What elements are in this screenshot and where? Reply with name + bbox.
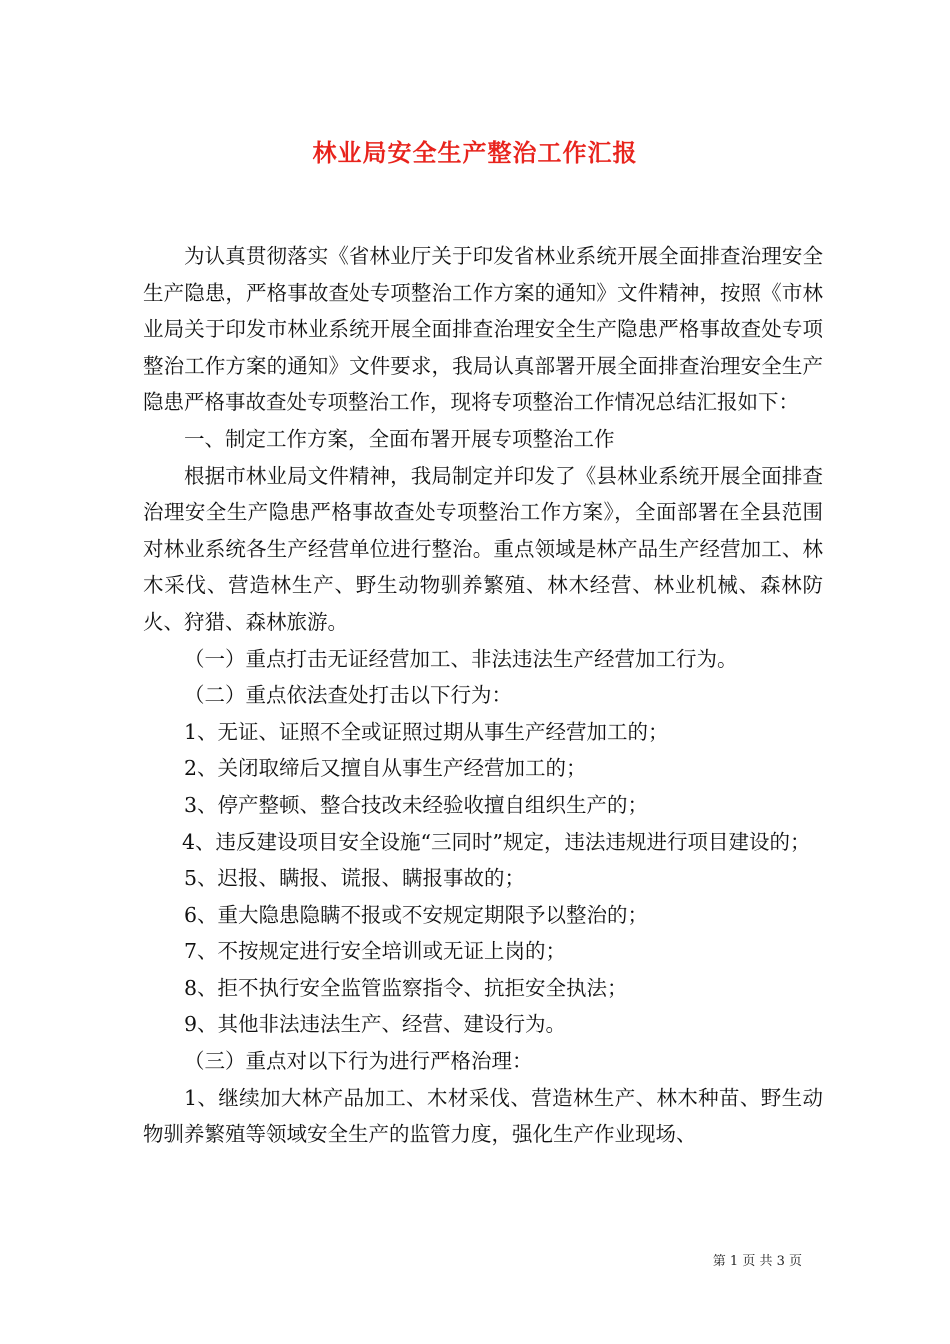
document-title: 林业局安全生产整治工作汇报 — [312, 138, 638, 167]
list-item: 5、迟报、瞒报、谎报、瞒报事故的； — [184, 866, 526, 891]
list-item: 1、无证、证照不全或证照过期从事生产经营加工的； — [184, 719, 669, 744]
section-1-paragraph: 根据市林业局文件精神，我局制定并印发了《县林业系统开展全面排查治理安全生产隐患严格事故查处专项整治工作方案》，全面部署在全县范围对林业系统各生产经营单位进行整治。重点领域是林产品生产经营加工、林木采伐、营造林生产、野生动物驯养繁殖、林木经营、林业机械、森林防火、狩猎、森林旅游。 — [143, 463, 823, 634]
list-item: 6、重大隐患隐瞒不报或不安规定期限予以整治的； — [184, 902, 649, 927]
section-heading-1: 一、制定工作方案，全面布署开展专项整治工作 — [184, 426, 615, 451]
list-item: 1、继续加大林产品加工、木材采伐、营造林生产、林木种苗、野生动物驯养繁殖等领域安全生产的监管力度，强化生产作业现场、 — [143, 1085, 823, 1147]
list-item: 4、违反建设项目安全设施“三同时”规定，违法违规进行项目建设的； — [181, 829, 811, 854]
list-item: 9、其他非法违法生产、经营、建设行为。 — [184, 1012, 567, 1037]
page-number: 第 1 页 共 3 页 — [712, 1254, 802, 1269]
list-item: 2、关闭取缔后又擅自从事生产经营加工的； — [184, 756, 587, 781]
document-body — [143, 238, 823, 1153]
subsection-3: （三）重点对以下行为进行严格治理： — [184, 1049, 533, 1074]
list-item: 8、拒不执行安全监管监察指令、抗拒安全执法； — [184, 975, 628, 1000]
subsection-2: （二）重点依法查处打击以下行为： — [184, 683, 512, 708]
list-item: 7、不按规定进行安全培训或无证上岗的； — [184, 939, 567, 964]
intro-paragraph: 为认真贯彻落实《省林业厅关于印发省林业系统开展全面排查治理安全生产隐患，严格事故查处专项整治工作方案的通知》文件精神，按照《市林业局关于印发市林业系统开展全面排查治理安全生产隐患严格事故查处专项整治工作方案的通知》文件要求，我局认真部署开展全面排查治理安全生产隐患严格事故查处专项整治工作，现将专项整治工作情况总结汇报如下： — [143, 244, 823, 415]
list-item: 3、停产整顿、整合技改未经验收擅自组织生产的； — [184, 792, 649, 817]
subsection-1: （一）重点打击无证经营加工、非法违法生产经营加工行为。 — [184, 646, 738, 671]
